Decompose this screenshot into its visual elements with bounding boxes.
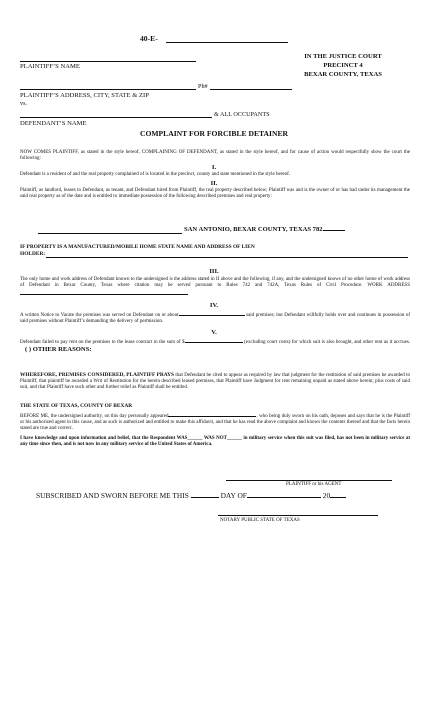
affidavit-body-b: who being duly sworn on his oath, deposes and says that he is the Plaintiff or his authorized agent in this cause, and as such is authorized and entitled to make this affidavit, and that he has read the above complaint and knows the contents thereof and that the facts herein stated are true and correct. xyxy=(20,414,411,432)
case-number-line[interactable] xyxy=(166,42,288,43)
plaintiff-address-line[interactable] xyxy=(20,89,196,90)
wherefore-paragraph xyxy=(20,372,410,392)
all-occupants-label: & ALL OCCUPANTS xyxy=(214,111,270,118)
subscribed-text-a: SUBSCRIBED AND SWORN BEFORE ME THIS xyxy=(36,491,189,500)
plaintiff-agent-label: PLAINTIFF or his AGENT xyxy=(286,482,342,487)
mobile-home-label-1: IF PROPERTY IS A MANUFACTURED/MOBILE HOME STATE NAME AND ADDRESS OF LIEN xyxy=(20,244,255,250)
affidavit-body-a: BEFORE ME, the undersigned authority, on this day personally appeared xyxy=(20,414,169,419)
affiant-name-line[interactable] xyxy=(168,411,256,417)
mobile-home-label-2: HOLDER: xyxy=(20,251,46,257)
section-4-number: IV. xyxy=(209,302,219,309)
section-1-number: I. xyxy=(211,164,217,171)
affidavit-paragraph: BEFORE ME, the undersigned authority, on this day personally appeared , who being duly sworn on his oath, deposes and says that he is the Plaintiff or his authorized agent in this cause, and as such is authorized and entitled to make this affidavit, and that he has read the above complaint and knows the contents thereof and that the facts herein stated are true and correct. xyxy=(20,411,410,433)
city-state-text: SAN ANTONIO, BEXAR COUNTY, TEXAS 782 xyxy=(184,226,323,233)
intro-paragraph: NOW COMES PLAINTIFF, as stated in the style hereof, COMPLAINING OF DEFENDANT, as stated in the style hereof, and for cause of action would respectfully show the court the following: xyxy=(20,150,410,162)
court-heading-2: PRECINCT 4 xyxy=(323,62,363,69)
plaintiff-address-label: PLAINTIFF’S ADDRESS, CITY, STATE & ZIP xyxy=(20,92,149,99)
notary-signature-line[interactable] xyxy=(218,515,378,516)
other-reasons-label: ( ) OTHER REASONS: xyxy=(25,346,92,354)
section-4-text xyxy=(20,310,410,325)
case-number-label xyxy=(140,34,158,43)
plaintiff-name-label: PLAINTIFF’S NAME xyxy=(20,63,80,70)
premises-address-line[interactable] xyxy=(38,233,182,234)
phone-line[interactable] xyxy=(210,89,292,90)
section-1-text: Defendant is a resident of and the real property complained of is located in the precinct, county and state mentioned in the style hereof. xyxy=(20,172,291,177)
wherefore-body: that Defendant be cited to appear as required by law that judgment for the restitution of said premises be awarded to Plaintiff, that plaintiff be awarded a Writ of Restitution for the herein described leased premises, that Plaintiff have Judgment for rent remaining unpaid as stated above herein; plus costs of said suit, and that Plaintiff have such other and further relief as Plaintiff shall be entitled. xyxy=(20,373,410,391)
section-5-body-b: (excluding court costs) for which suit is also brought, and other rent as it accrues. xyxy=(244,340,411,345)
work-address-label: WORK ADDRESS xyxy=(367,283,410,289)
section-3-number: III. xyxy=(209,268,219,275)
year-line[interactable] xyxy=(330,492,346,498)
subscribed-line xyxy=(36,491,346,500)
section-2-number: II. xyxy=(210,180,218,187)
case-prefix: 40-E- xyxy=(140,34,158,43)
notice-date-line[interactable] xyxy=(179,310,245,316)
section-5-number: V. xyxy=(211,329,217,336)
section-4-body-a: A written Notice to Vacate the premises was served on Defendant on or about xyxy=(20,313,179,318)
phone-label: Ph# xyxy=(198,83,208,90)
vs-label: vs. xyxy=(20,100,28,107)
complaint-title: COMPLAINT FOR FORCIBLE DETAINER xyxy=(139,129,289,138)
subscribed-text-c: 20 xyxy=(322,491,331,500)
work-address-line[interactable] xyxy=(20,289,188,295)
defendant-name-label: DEFENDANT’S NAME xyxy=(20,120,87,127)
section-2-text: Plaintiff, as landlord, leases to Defendant, as tenant, and Defendant hired from Plaintiff, the real property described below; Plaintiff was and is the owner of or has had under its management the said real property as of the date and is entitled to immediate possession of the following described premises and real property: xyxy=(20,188,410,200)
city-state-label xyxy=(184,225,345,234)
month-line[interactable] xyxy=(247,492,321,498)
lien-holder-line[interactable] xyxy=(46,257,408,258)
wherefore-lead: WHEREFORE, PREMISES CONSIDERED, PLAINTIFF PRAYS xyxy=(20,372,175,378)
subscribed-text-b: DAY OF xyxy=(220,491,247,500)
day-line[interactable] xyxy=(191,492,219,498)
court-heading-3: BEXAR COUNTY, TEXAS xyxy=(304,71,382,78)
section-4-body-b: said premises; but Defendant willfully holds over and continues in possession of said premises without Plaintiff’s demanding the delivery of permission. xyxy=(20,313,411,325)
defendant-name-line[interactable] xyxy=(20,117,212,118)
notary-label: NOTARY PUBLIC STATE OF TEXAS xyxy=(220,518,300,523)
rent-amount-line[interactable] xyxy=(185,337,243,343)
section-5-body-a: Defendant failed to pay rent on the premises to the lease contract in the sum of $ xyxy=(20,340,185,345)
zip-line[interactable] xyxy=(323,225,345,231)
section-3-body: The only home and work address of Defendant known to the undersigned is the address stated in II above and the following, if any, and the undersigned knows of no other home of work address of Defendant in Bexar County, Texas where citation may be served pursuant to Rules 742 and 742A, Texas Rules of Civil Procedure. xyxy=(20,277,410,289)
section-3-text xyxy=(20,277,410,299)
military-statement: I have knowledge and upon information and belief, that the Respondent WAS______ WAS NOT______ in military service when this suit was filed, has not been in military service at any time since then, and is not now in any military service of the United States of America. xyxy=(20,436,410,448)
state-county-heading: THE STATE OF TEXAS, COUNTY OF BEXAR xyxy=(20,403,133,409)
plaintiff-signature-line[interactable] xyxy=(226,480,392,481)
section-5-text xyxy=(20,337,410,354)
court-heading-1: IN THE JUSTICE COURT xyxy=(304,53,382,60)
plaintiff-name-line[interactable] xyxy=(20,61,196,62)
